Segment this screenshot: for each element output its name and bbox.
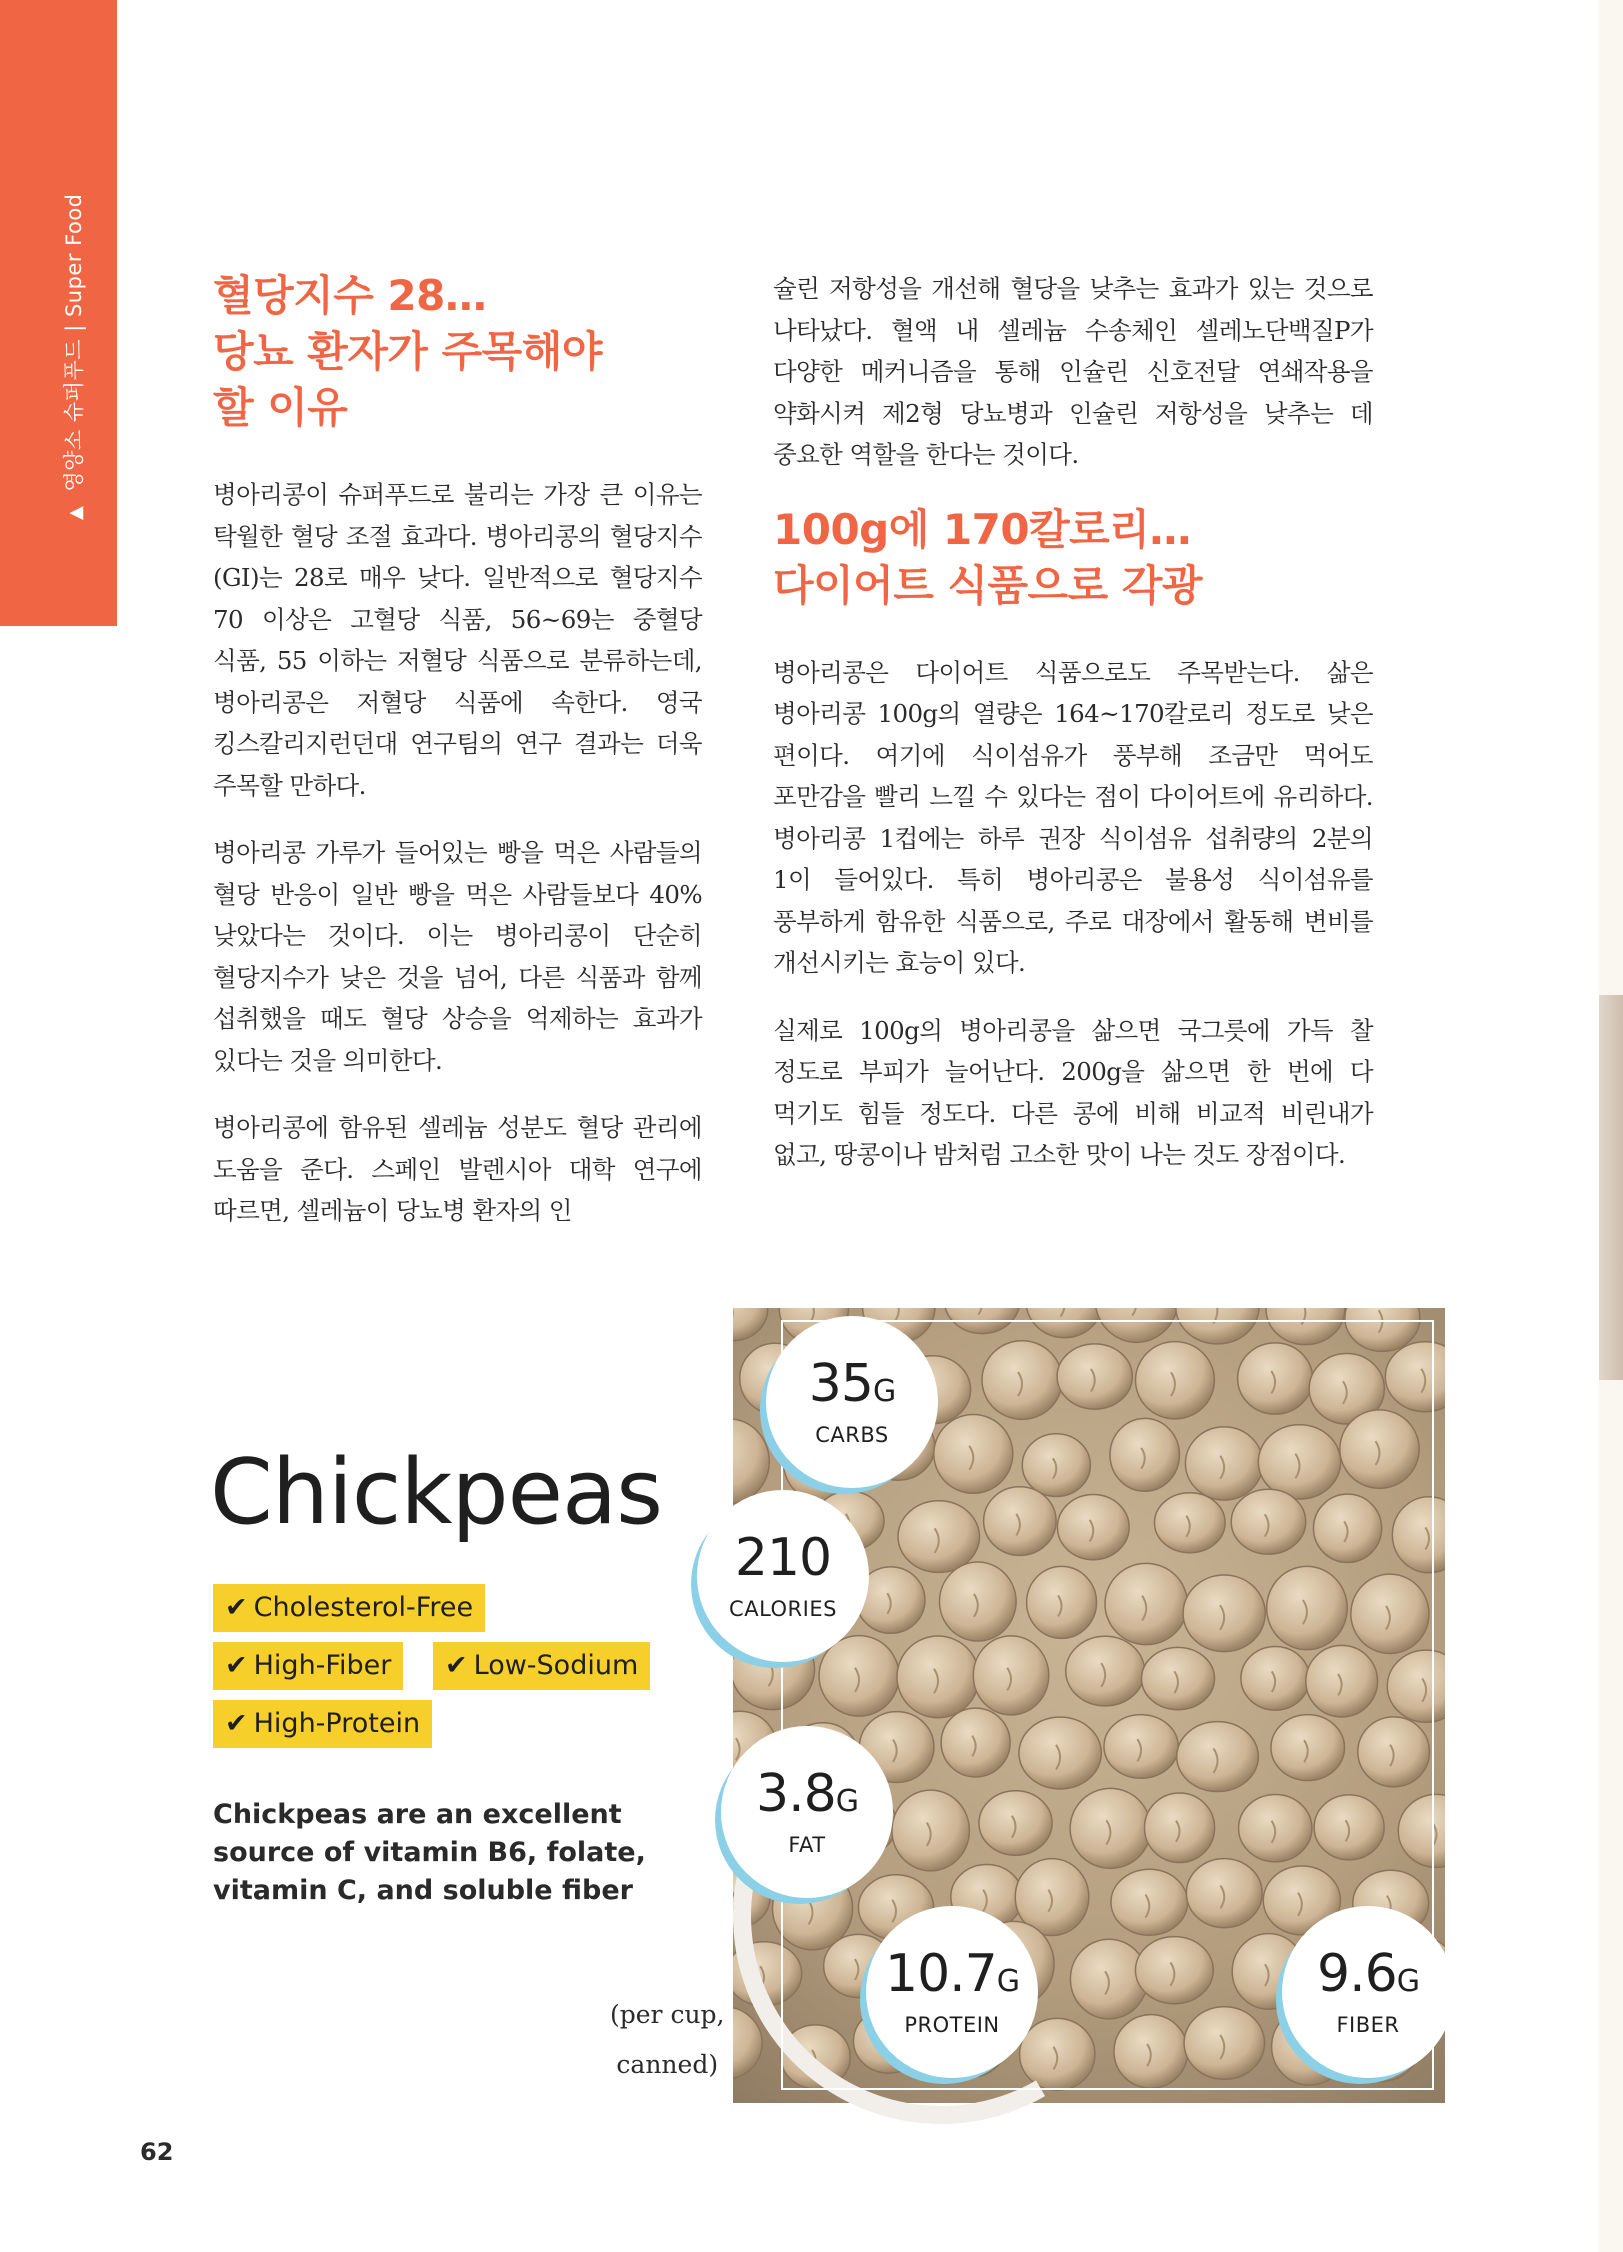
check-icon: ✔: [225, 1592, 248, 1623]
stat-calories: [697, 1490, 869, 1662]
stat-fat: [721, 1726, 893, 1898]
tag-label: High-Protein: [253, 1708, 421, 1739]
stat-value: 9.6G: [1317, 1944, 1419, 2004]
stat-value: 210: [734, 1528, 832, 1588]
chickpea-shape: [733, 1308, 768, 1341]
heading-line: 다이어트 식품으로 각광: [773, 560, 1202, 610]
heading-line: 할 이유: [213, 383, 348, 432]
tag-low-sodium: [433, 1642, 650, 1690]
tag-cholesterol-free: [213, 1584, 485, 1632]
left-column: [213, 268, 702, 1258]
heading-line: 당뇨 환자가 주목해야: [213, 327, 602, 376]
stat-label: FIBER: [1336, 2013, 1400, 2037]
stat-value: 35G: [808, 1354, 896, 1414]
check-icon: ✔: [445, 1650, 468, 1681]
edge-photo-strip: [1599, 995, 1623, 1380]
tag-label: Cholesterol-Free: [253, 1592, 474, 1623]
note-line: canned): [616, 2050, 719, 2079]
paragraph: 병아리콩이 슈퍼푸드로 불리는 가장 큰 이유는 탁월한 혈당 조절 효과다. 병아리콩의 혈당지수(GI)는 28로 매우 낮다. 일반적으로 혈당지수 70 이상은 고혈당 식품, 56~69는 중혈당 식품, 55 이하는 저혈당 식품으로 분류하는데, 병아리콩은 저혈당 식품에 속한다. 영국 킹스칼리지런던대 연구팀의 연구 결과는 더욱 주목할 만하다.: [213, 480, 702, 800]
heading-line: 100g에 170칼로리…: [773, 504, 1191, 554]
paragraph: 실제로 100g의 병아리콩을 삶으면 국그릇에 가득 찰 정도로 부피가 늘어난다. 200g을 삶으면 한 번에 다 먹기도 힘들 정도다. 다른 콩에 비해 비교적 비린내가 없고, 땅콩이나 밤처럼 고소한 맛이 나는 것도 장점이다.: [773, 1015, 1373, 1169]
tag-label: High-Fiber: [253, 1650, 392, 1681]
stat-value: 10.7G: [884, 1944, 1020, 2004]
stat-label: PROTEIN: [904, 2013, 1000, 2037]
tag-high-fiber: [213, 1642, 403, 1690]
infographic-title: Chickpeas: [210, 1440, 663, 1545]
paragraph: 슐린 저항성을 개선해 혈당을 낮추는 효과가 있는 것으로 나타났다. 혈액 내 셀레늄 수송체인 셀레노단백질P가 다양한 메커니즘을 통해 인슐린 신호전달 연쇄작용을 약화시켜 제2형 당뇨병과 인슐린 저항성을 낮추는 데 중요한 역할을 한다는 것이다.: [773, 274, 1373, 469]
section-label-text: 영양소 슈퍼푸드 | Super Food: [62, 193, 86, 492]
page-number: 62: [140, 2138, 174, 2166]
paragraph: 병아리콩 가루가 들어있는 빵을 먹은 사람들의 혈당 반응이 일반 빵을 먹은 사람들보다 40% 낮았다는 것이다. 이는 병아리콩이 단순히 혈당지수가 낮은 것을 넘어, 다른 식품과 함께 섭취했을 때도 혈당 상승을 억제하는 효과가 있다는 것을 의미한다.: [213, 838, 702, 1075]
tag-high-protein: [213, 1700, 432, 1748]
heading-glycemic-index: [213, 268, 702, 436]
serving-note: [610, 1990, 725, 2090]
infographic-description: Chickpeas are an excellent source of vitamin B6, folate, vitamin C, and soluble fiber: [213, 1799, 646, 1906]
tag-label: Low-Sodium: [473, 1650, 639, 1681]
check-icon: ✔: [225, 1708, 248, 1739]
stat-label: CALORIES: [729, 1597, 837, 1621]
stat-fiber: [1282, 1906, 1454, 2078]
heading-diet-food: [773, 502, 1373, 614]
stat-carbs: [766, 1316, 938, 1488]
stat-protein: [866, 1906, 1038, 2078]
mountain-icon: ▲: [65, 505, 86, 520]
section-label: [58, 193, 88, 520]
paragraph: 병아리콩에 함유된 셀레늄 성분도 혈당 관리에 도움을 준다. 스페인 발렌시아 대학 연구에 따르면, 셀레늄이 당뇨병 환자의 인: [213, 1113, 702, 1225]
right-column: [773, 268, 1373, 1202]
stat-label: FAT: [788, 1833, 826, 1857]
stat-value: 3.8G: [756, 1764, 858, 1824]
check-icon: ✔: [225, 1650, 248, 1681]
stat-label: CARBS: [815, 1423, 889, 1447]
heading-line: 혈당지수 28…: [213, 271, 487, 320]
paragraph: 병아리콩은 다이어트 식품으로도 주목받는다. 삶은 병아리콩 100g의 열량은 164~170칼로리 정도로 낮은 편이다. 여기에 식이섬유가 풍부해 조금만 먹어도 포만감을 빨리 느낄 수 있다는 점이 다이어트에 유리하다. 병아리콩 1컵에는 하루 권장 식이섬유 섭취량의 2분의 1이 들어있다. 특히 병아리콩은 불용성 식이섬유를 풍부하게 함유한 식품으로, 주로 대장에서 활동해 변비를 개선시키는 효능이 있다.: [773, 657, 1373, 977]
chickpea-shape: [733, 2007, 762, 2080]
note-line: (per cup,: [610, 2000, 725, 2029]
